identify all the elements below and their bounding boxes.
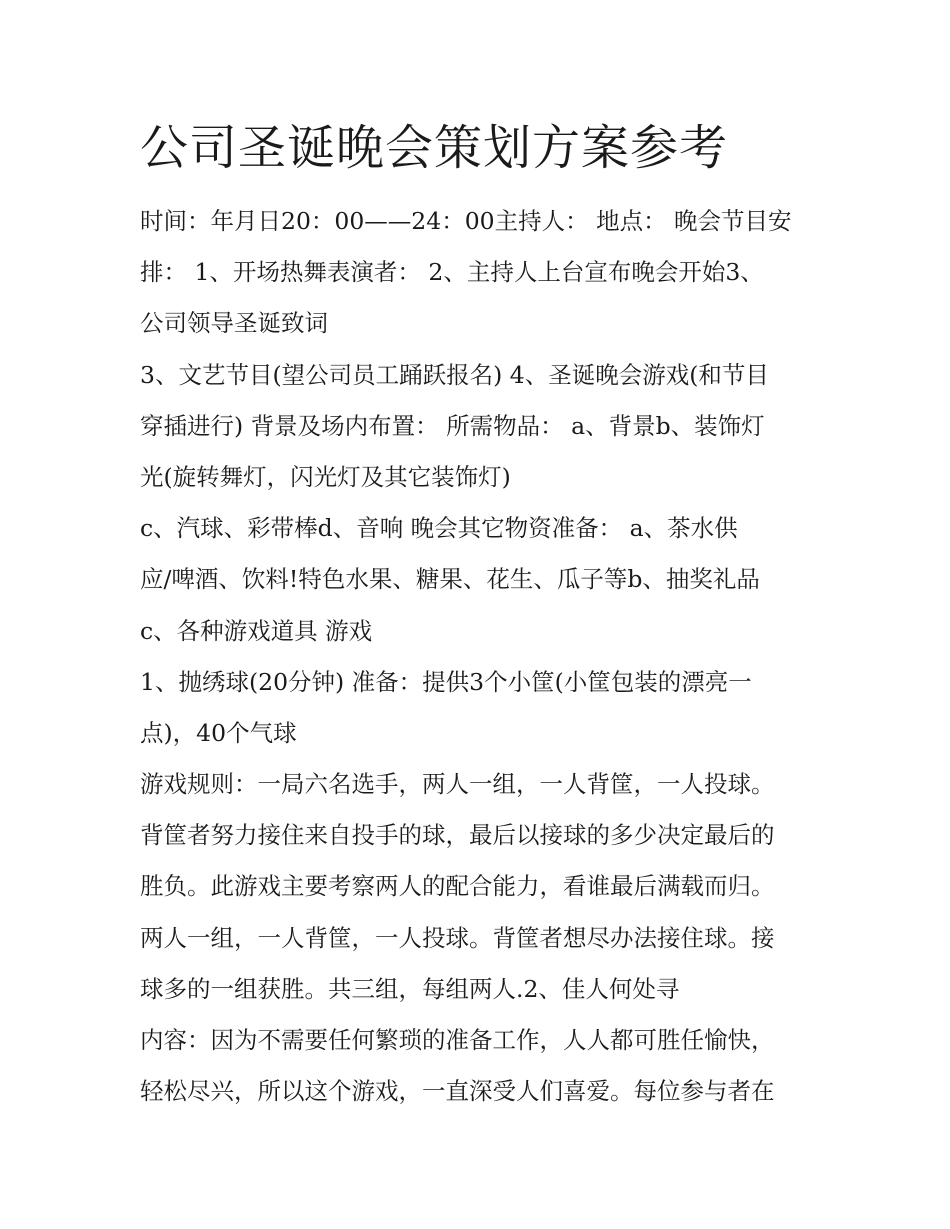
body-line: 内容：因为不需要任何繁琐的准备工作，人人都可胜任愉快， — [140, 1026, 775, 1054]
body-line: 排： 1、开场热舞表演者： 2、主持人上台宣布晚会开始3、 — [140, 258, 764, 287]
body-line: 游戏规则：一局六名选手，两人一组，一人背筐，一人投球。 — [140, 770, 775, 799]
body-line: 3、文艺节目(望公司员工踊跃报名) 4、圣诞晚会游戏(和节目 — [140, 360, 769, 389]
body-line: c、汽球、彩带棒d、音响 晚会其它物资准备： a、茶水供 — [140, 514, 738, 543]
body-line: 点)，40个气球 — [140, 718, 297, 747]
body-line: 光(旋转舞灯，闪光灯及其它装饰灯) — [140, 462, 511, 491]
body-line: 1、抛绣球(20分钟) 准备：提供3个小筐(小筐包装的漂亮一 — [140, 667, 752, 696]
body-line: 胜负。此游戏主要考察两人的配合能力，看谁最后满载而归。 — [140, 872, 775, 901]
body-line: 穿插进行) 背景及场内布置： 所需物品： a、背景b、装饰灯 — [140, 411, 765, 440]
document-title: 公司圣诞晚会策划方案参考 — [140, 120, 729, 176]
body-line: 应/啤酒、饮料!特色水果、糖果、花生、瓜子等b、抽奖礼品 — [140, 565, 760, 594]
body-line: 轻松尽兴，所以这个游戏，一直深受人们喜爱。每位参与者在 — [140, 1077, 775, 1106]
body-line: 时间：年月日20：00——24：00主持人： 地点： 晚会节目安 — [140, 207, 792, 235]
document-body — [140, 196, 820, 1117]
body-line: 两人一组，一人背筐，一人投球。背筐者想尽办法接住球。接 — [140, 923, 775, 952]
body-line: c、各种游戏道具 游戏 — [140, 616, 373, 645]
body-line: 球多的一组获胜。共三组，每组两人.2、佳人何处寻 — [140, 974, 680, 1003]
body-line: 背筐者努力接住来自投手的球，最后以接球的多少决定最后的 — [140, 821, 775, 850]
body-line: 公司领导圣诞致词 — [140, 309, 328, 338]
